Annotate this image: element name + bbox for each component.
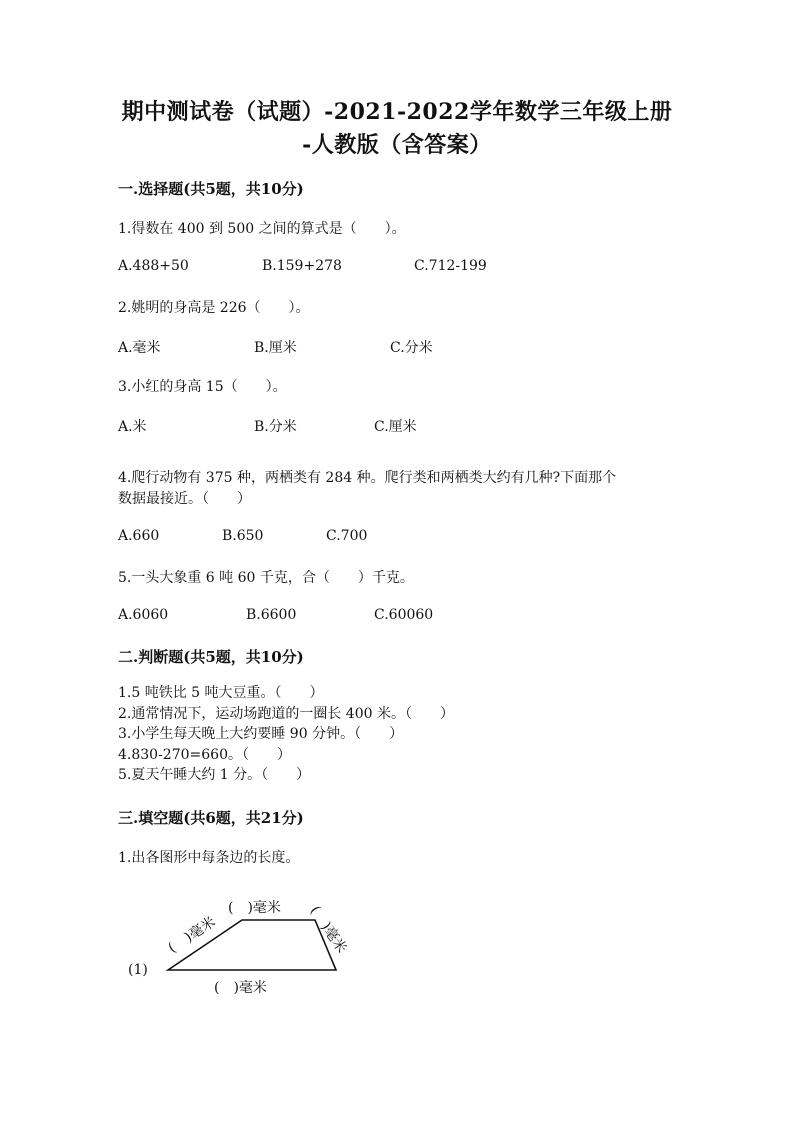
question-3-stem: 3.小红的身高 15（ ）。 bbox=[118, 379, 287, 395]
question-4-option-c: C.700 bbox=[326, 528, 368, 544]
question-3-option-a: A.米 bbox=[118, 419, 147, 435]
question-4-stem-cont: 数据最接近。（ ） bbox=[118, 491, 251, 507]
question-1-option-c: C.712-199 bbox=[414, 258, 487, 274]
section-2-heading: 二.判断题(共5题，共10分) bbox=[118, 648, 304, 666]
section-3-heading: 三.填空题(共6题，共21分) bbox=[118, 809, 304, 827]
figure-label: (1) bbox=[128, 962, 148, 978]
question-5-option-c: C.60060 bbox=[374, 607, 434, 623]
section-1-heading: 一.选择题(共5题，共10分) bbox=[118, 180, 304, 198]
question-4-option-b: B.650 bbox=[222, 528, 264, 544]
question-2-option-a: A.毫米 bbox=[118, 340, 161, 356]
question-3-option-c: C.厘米 bbox=[374, 419, 417, 435]
question-3-option-b: B.分米 bbox=[254, 419, 297, 435]
trapezoid-figure bbox=[110, 890, 370, 1000]
question-5-option-b: B.6600 bbox=[246, 607, 297, 623]
question-4-option-a: A.660 bbox=[118, 528, 160, 544]
fill-question-1: 1.出各图形中每条边的长度。 bbox=[118, 850, 300, 866]
question-5-option-a: A.6060 bbox=[118, 607, 169, 623]
judge-item-4: 4.830-270=660。（ ） bbox=[118, 746, 291, 763]
question-1-option-b: B.159+278 bbox=[262, 258, 342, 274]
judge-item-1: 1.5 吨铁比 5 吨大豆重。（ ） bbox=[118, 685, 324, 701]
judge-item-3: 3.小学生每天晚上大约要睡 90 分钟。（ ） bbox=[118, 726, 404, 742]
left-edge-label: ( )毫米 bbox=[165, 914, 219, 957]
bottom-edge-label: ( )毫米 bbox=[214, 980, 267, 996]
question-4-stem: 4.爬行动物有 375 种，两栖类有 284 种。爬行类和两栖类大约有几种?下面那个 bbox=[118, 470, 617, 486]
title-line-2: -人教版（含答案） bbox=[302, 132, 492, 158]
question-1-option-a: A.488+50 bbox=[118, 258, 189, 274]
top-edge-label: ( )毫米 bbox=[228, 900, 281, 916]
question-1-stem: 1.得数在 400 到 500 之间的算式是（ ）。 bbox=[118, 221, 406, 237]
judge-list bbox=[118, 683, 454, 786]
question-5-stem: 5.一头大象重 6 吨 60 千克，合（ ）千克。 bbox=[118, 570, 414, 586]
title-line-1: 期中测试卷（试题）-2021-2022学年数学三年级上册 bbox=[121, 99, 673, 125]
judge-item-5: 5.夏天午睡大约 1 分。（ ） bbox=[118, 767, 311, 783]
question-2-stem: 2.姚明的身高是 226（ ）。 bbox=[118, 300, 310, 316]
judge-item-2: 2.通常情况下，运动场跑道的一圈长 400 米。（ ） bbox=[118, 705, 454, 722]
question-2-option-b: B.厘米 bbox=[254, 340, 297, 356]
right-edge-label: ( )毫米 bbox=[306, 903, 350, 957]
question-2-option-c: C.分米 bbox=[390, 340, 433, 356]
